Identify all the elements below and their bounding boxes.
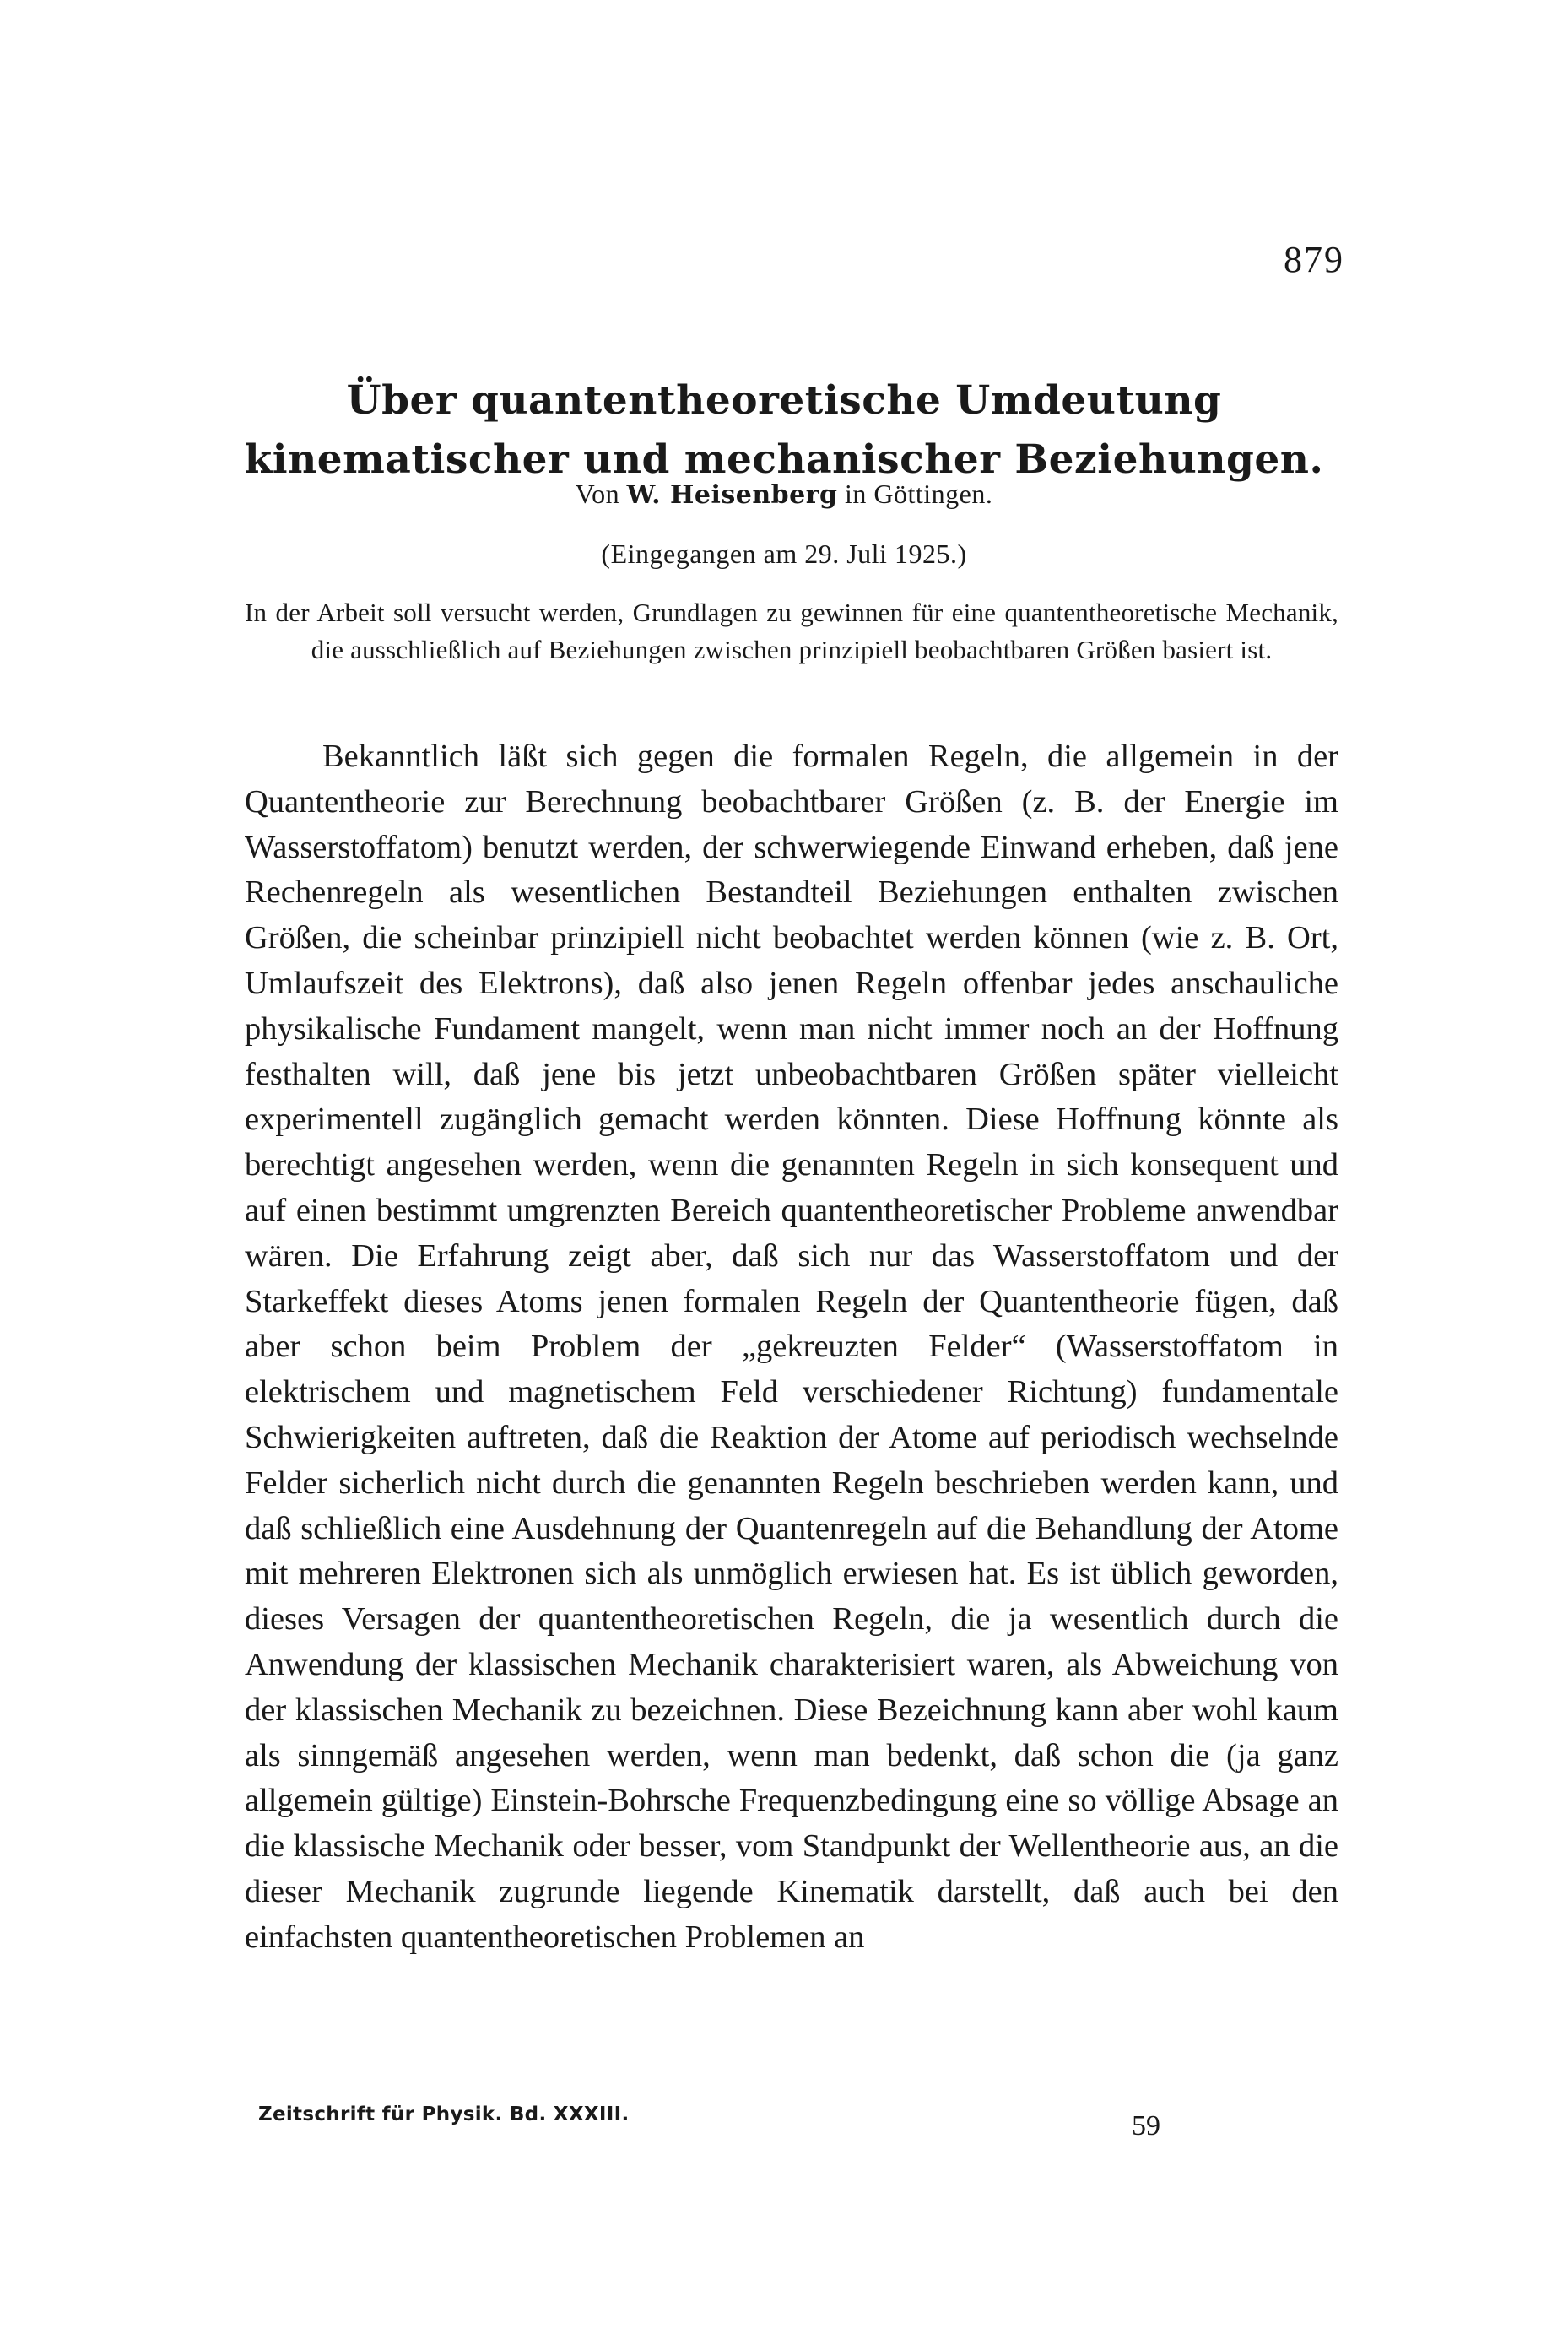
received-date: (Eingegangen am 29. Juli 1925.) bbox=[601, 539, 967, 569]
journal-reference: Zeitschrift für Physik. Bd. XXXIII. bbox=[258, 2103, 630, 2125]
page-footer bbox=[258, 2100, 1229, 2142]
page-number: 879 bbox=[1284, 239, 1344, 280]
abstract: In der Arbeit soll versucht werden, Grundlagen zu gewinnen für eine quantentheoretische Mechanik, die ausschließlich auf Beziehungen zwischen prinzipiell beobachtbaren Größen basiert ist. bbox=[245, 598, 1338, 664]
paper-title bbox=[0, 371, 1568, 490]
author-name: W. Heisenberg bbox=[626, 480, 838, 510]
author-line bbox=[0, 479, 1568, 510]
author-prefix: Von bbox=[575, 479, 620, 509]
body-paragraph: Bekanntlich läßt sich gegen die formalen Regeln, die allgemein in der Quantentheorie zur Berechnung beobachtbarer Größen (z. B. der Energie im Wasserstoffatom) benutzt werden, der schwerwiegende Einwand erheben, daß jene Rechenregeln als wesentlichen Bestandteil Beziehungen enthalten zwischen Größen, die scheinbar prinzipiell nicht beobachtet werden können (wie z. B. Ort, Umlaufszeit des Elektrons), daß also jenen Regeln offenbar jedes anschauliche physikalische Fundament mangelt, wenn man nicht immer noch an der Hoffnung festhalten will, daß jene bis jetzt unbeobachtbaren Größen später vielleicht experimentell zugänglich gemacht werden könnten. Diese Hoffnung könnte als berechtigt angesehen werden, wenn die genannten Regeln in sich konsequent und auf einen bestimmt umgrenzten Bereich quantentheoretischer Probleme anwendbar wären. Die Erfahrung zeigt aber, daß sich nur das Wasserstoffatom und der Starkeffekt dieses Atoms jenen formalen Regeln der Quantentheorie fügen, daß aber schon beim Problem der „gekreuzten Felder“ (Wasserstoffatom in elektrischem und magnetischem Feld verschiedener Richtung) fundamentale Schwierigkeiten auftreten, daß die Reaktion der Atome auf periodisch wechselnde Felder sicherlich nicht durch die genannten Regeln beschrieben werden kann, und daß schließlich eine Ausdehnung der Quantenregeln auf die Behandlung der Atome mit mehreren Elektronen sich als unmöglich erwiesen hat. Es ist üblich geworden, dieses Versagen der quantentheoretischen Regeln, die ja wesentlich durch die Anwendung der klassischen Mechanik charakterisiert waren, als Abweichung von der klassischen Mechanik zu bezeichnen. Diese Bezeichnung kann aber wohl kaum als sinngemäß angesehen werden, wenn man bedenkt, daß schon die (ja ganz allgemein gültige) Einstein-Bohrsche Frequenzbedingung eine so völlige Absage an die klassische Mechanik oder besser, vom Standpunkt der Wellentheorie aus, an die dieser Mechanik zugrunde liegende Kinematik darstellt, daß auch bei den einfachsten quantentheoretischen Problemen an bbox=[245, 739, 1338, 1955]
signature-mark: 59 bbox=[1132, 2110, 1160, 2141]
title-line-1: Über quantentheoretische Umdeutung bbox=[346, 377, 1222, 424]
author-affiliation: in Göttingen. bbox=[844, 479, 993, 509]
title-line-2: kinematischer und mechanischer Beziehungen. bbox=[244, 436, 1324, 483]
